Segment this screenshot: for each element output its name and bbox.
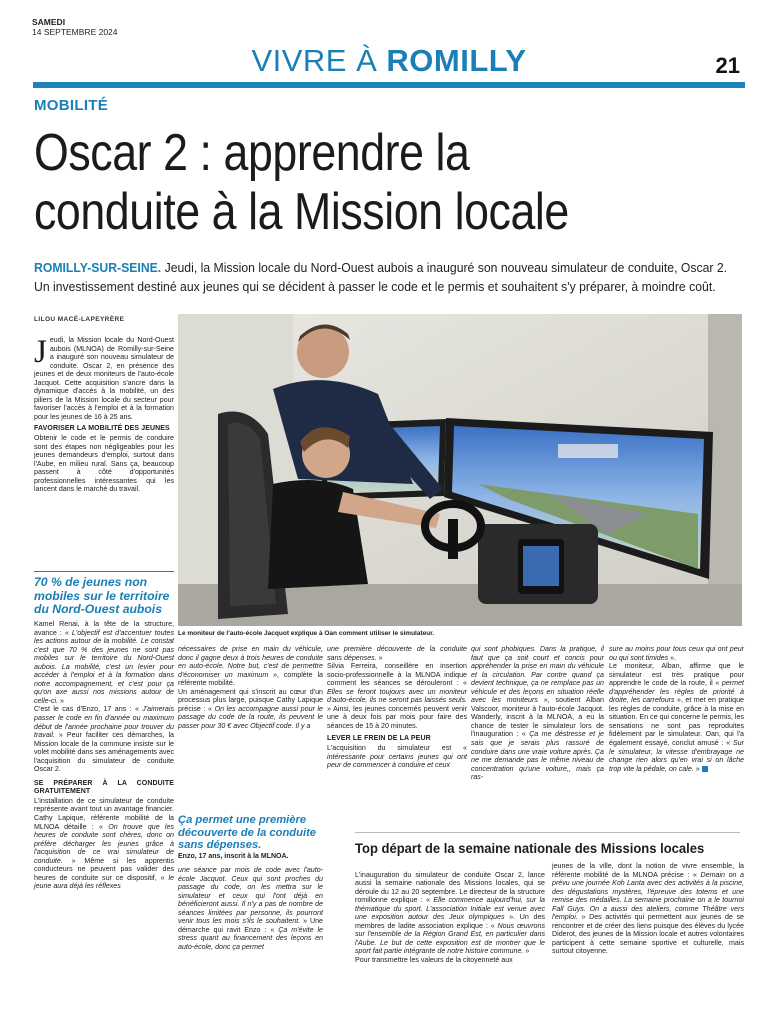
quote-run: sure au moins pour tous ceux qui ont peur ou qui sont timides xyxy=(609,645,744,662)
text-run: », soutient Alban Valscoor, moniteur à l'auto-école Jacquot. Wanderly, inscrit à la MLNOA, a eu la chance de tester le simulateur lors de l'inauguration : « xyxy=(471,696,605,739)
box-divider xyxy=(355,832,740,833)
quote-run: qui sont phobiques. Dans la pratique, il faut que ça soit court et concis pour appréhender la prise en main du véhicule et la circulation. Par contre quand ça devient technique, ça ne remplace pas un véhicule et des leçons en situation réelle avec les moniteurs xyxy=(471,645,604,705)
text-run: L'inauguration du simulateur de conduite Oscar 2, lance aussi la semaine nationale des Missions locales, qui se déroule du 12 au 20 septembre. Le directeur de la structure romillonne explique : « xyxy=(355,870,545,905)
subhead-gratuit: SE PRÉPARER À LA CONDUITE GRATUITEMENT xyxy=(34,779,174,796)
quote-run: permet d'appréhender les règles de priorité à droite, les carrefours xyxy=(609,679,744,705)
section-name-light: VIVRE À xyxy=(251,43,387,78)
quote-run: le jeune aura déjà les réflexes xyxy=(34,873,174,891)
text-run: ». Un des membres de ladite association explique : « xyxy=(355,913,545,930)
column-2-bottom xyxy=(178,866,323,951)
lead-line-2: Un investissement destiné aux jeunes qui se décident à passer le code et le permis et souhaitent s'y préparer, à moindre coût. xyxy=(34,279,716,294)
lead-paragraph xyxy=(34,258,748,296)
section-name-bold: ROMILLY xyxy=(386,43,527,78)
text-run: ». xyxy=(668,653,677,662)
text-run: » Même si les apprentis conducteurs ne peuvent pas valider des heures de conduite sur ce dispositif, « xyxy=(34,856,174,882)
issue-date xyxy=(32,18,118,37)
text-run: » Ainsi, les jeunes concernés peuvent venir une à deux fois par mois pour faire des séances de 15 à 20 minutes. xyxy=(327,704,467,730)
headline xyxy=(34,124,653,242)
text-run: L'acquisition du simulateur est « xyxy=(327,744,467,753)
text-run: jeunes de la ville, dont la notion de vivre ensemble, la référente mobilité de la MLNOA précise : « xyxy=(552,862,744,879)
column-1-body xyxy=(34,620,174,891)
quote-run: Demain on a prévu une journée Koh Lanta avec des activités à la piscine, des dégustations mystères, l'épreuve des totems et une remise des médailles. La semaine prochaine on a le tournoi Fall Guys. On a aussi des ateliers, comme Théâtre vers l'emploi. xyxy=(552,870,744,922)
quote-run: Ça m'évite le stress quant au financement des leçons en auto-école, donc ça permet xyxy=(178,925,324,951)
drop-cap: J xyxy=(34,334,47,370)
quote-run: une séance par mois de code avec l'auto-école Jacquot. Ceux qui sont proches du passage du code, on les mettra sur le simulateur et ceux qui l'ont déjà en bénéficieront aussi. Il n'y a pas de nombre de séances limitées par personne, ils pourront venir tous les mois s'ils le souhaitent. xyxy=(178,866,323,926)
quote-run: J'aimerais passer le code en fin d'année ou maximum début de l'année prochaine pour trouver du travail. xyxy=(34,705,174,740)
intro-text: eudi, la Mission locale du Nord-Ouest aubois (MLNOA) de Romilly-sur-Seine a inauguré son nouveau simulateur de conduite. Oscar 2, en présence des jeunes et de deux moniteurs de l'auto-école Jacquot. Cette acquisition s'ancre dans la dynamique d'accès à la mobilité, un des piliers de la Mission locale du secteur pour favoriser l'accès à l'emploi et à la formation pour les jeunes de 16 à 25 ans. xyxy=(34,336,174,421)
column-3 xyxy=(327,645,467,770)
subhead-mobilite: FAVORISER LA MOBILITÉ DES JEUNES xyxy=(34,425,170,433)
headline-line-2: conduite à la Mission locale xyxy=(34,183,569,241)
rubric: MOBILITÉ xyxy=(34,97,109,114)
text-run: » Une démarche qui ravit Enzo : « xyxy=(178,917,324,934)
text-run: » xyxy=(693,764,700,773)
simulator-photo-illustration xyxy=(178,314,742,626)
text-run: Un aménagement qui s'inscrit au cœur d'un processus plus large, puisque Cathy Lapique précise : « xyxy=(178,687,323,713)
author-byline: LILOU MACÉ-LAPEYRÈRE xyxy=(34,316,125,323)
box-title: Top départ de la semaine nationale des Missions locales xyxy=(355,840,705,856)
lead-location: ROMILLY-SUR-SEINE. xyxy=(34,260,162,275)
section-masthead xyxy=(0,44,778,78)
quote-run: On trouve que les heures de conduite sont chères, donc on préfère décharger les jeunes grâce à l'acquisition de ce vrai simulateur de conduite. xyxy=(34,822,174,865)
photo-caption: Le moniteur de l'auto-école Jacquot explique à Oan comment utiliser le simulateur. xyxy=(178,630,435,637)
header-rule xyxy=(33,82,745,88)
text-run: » Pour transmettre les valeurs de la citoyenneté aux xyxy=(355,947,530,965)
issue-day: SAMEDI xyxy=(32,17,66,27)
quote-run: L'objectif est d'accentuer toutes les actions autour de la mobilité. Le constat c'est que 70 % des jeunes ne sont pas mobiles sur le territoire du Nord-Ouest aubois. La mobilité, c'est un levier pour accéder à l'emploi et à la formation dans notre accompagnement, et c'est pour ça qu'on axe aussi nos missions autour de celle-ci. xyxy=(34,628,174,705)
text-run: », et met en pratique les règles de conduite, grâce à la mise en situation. En ce qui concerne le permis, les sensations ne sont pas reproduites fidèlement par le simulateur. Oan, qui l'a également essayé, conclut amusé : « xyxy=(609,696,744,748)
quote-run: Sur le simulateur, la vitesse d'embrayage ne change rien alors qu'en vrai si on lâche trop vite la pédale, on cale. xyxy=(609,739,744,773)
text-run: » Des activités qui permettent aux jeunes de se rencontrer et de créer des liens puisque des élèves du lycée Diderot, des jeunes de la Mission locale et autres volontaires participent à cette semaine sportive et culturelle, mais surtout citoyenne. xyxy=(552,913,744,956)
end-mark-icon xyxy=(702,766,708,772)
lead-line-1: Jeudi, la Mission locale du Nord-Ouest aubois a inauguré son nouveau simulateur de conduite, Oscar 2. xyxy=(161,260,728,275)
quote-run: une première découverte de la conduite sans dépenses. xyxy=(327,645,467,662)
subhead-peur: LEVER LE FREIN DE LA PEUR xyxy=(327,735,431,743)
text-run: » xyxy=(58,696,64,705)
article-photo xyxy=(178,314,742,626)
issue-full-date: 14 SEPTEMBRE 2024 xyxy=(32,26,118,37)
text-run: Kamel Renai, à la tête de la structure, avance : « xyxy=(34,620,174,637)
text-run: C'est le cas d'Enzo, 17 ans : « xyxy=(34,705,143,714)
page-number: 21 xyxy=(715,53,740,78)
column-5 xyxy=(609,645,744,773)
quote-run: Elle commence aujourd'hui, sur la thématique du sport. L'association Initiale est venue avec une exposition autour des Jeux olympiques xyxy=(355,896,545,922)
column-1-intro xyxy=(34,336,174,494)
quote-run: Elles se feront toujours avec un moniteur d'auto-école, ils ne seront pas laissés seuls. xyxy=(327,687,467,705)
box-column-1 xyxy=(355,862,545,965)
quote-run: intéressante pour certains jeunes qui ont peur de commencer à conduire et ceux xyxy=(327,752,467,770)
text-run: », complète la référente mobilité. xyxy=(178,670,323,688)
text-run: » xyxy=(376,653,383,662)
quote-run: Nous œuvrons sur l'ensemble de la Région Grand Est, en particulier dans l'Aube. Le but de cette exposition est de montrer que le sport fait partie intégrante de notre histoire commune. xyxy=(355,921,545,956)
pull-quote-enzo: Ça permet une première découverte de la conduite sans dépenses. xyxy=(178,814,317,851)
text-run: Silvia Ferreira, conseillère en insertion socio-professionnelle à la MLNOA indique comment les séances se dérouleront : « xyxy=(327,662,467,688)
column-2-top xyxy=(178,645,323,730)
box-column-2 xyxy=(552,862,744,956)
text-run: » Peur faciliter ces démarches, la Mission locale de la commune insiste sur le volet mobilité dans ses aménagements avec l'acquisition du simulateur de conduite Oscar 2. xyxy=(34,731,174,774)
text-run: Le moniteur, Alban, affirme que le simulateur est très pratique pour apprendre le code de la route, il « xyxy=(609,662,744,688)
quote-run: Ça me déstresse et je sais que je serais plus rassuré de conduire dans une vraie voiture après. Ça ne me demande pas le même niveau de concentration qu'une voiture,, mais ça ras- xyxy=(471,730,604,782)
quote-run: nécessaires de prise en main du véhicule, donc il gagne deux à trois heures de conduite en auto-école. Notre but, c'est de permettre d'économiser un maximum xyxy=(178,645,323,679)
quote-run: On les accompagne aussi pour le passage du code de la route, ils peuvent le passer pour 30 € avec Objectif code. Il y a xyxy=(178,704,323,730)
column-4 xyxy=(471,645,604,782)
paragraph-mobilite: Obtenir le code et le permis de conduire sont des étapes non négligeables pour les jeunes demandeurs d'emploi, surtout dans l'Aube, en milieu rural. Sans ça, beaucoup passent à côté d'opportunités professionnelles intéressantes qui les lancent dans le marché du travail. xyxy=(34,434,174,494)
headline-line-1: Oscar 2 : apprendre la xyxy=(34,124,470,182)
text-run: L'installation de ce simulateur de conduite représente avant tout un avantage financier. Cathy Lapique, référente mobilité de la MLNOA détaille : « xyxy=(34,796,174,831)
pull-quote-author: Enzo, 17 ans, inscrit à la MLNOA. xyxy=(178,853,289,860)
pull-quote-70: 70 % de jeunes non mobiles sur le territoire du Nord-Ouest aubois xyxy=(34,571,174,617)
